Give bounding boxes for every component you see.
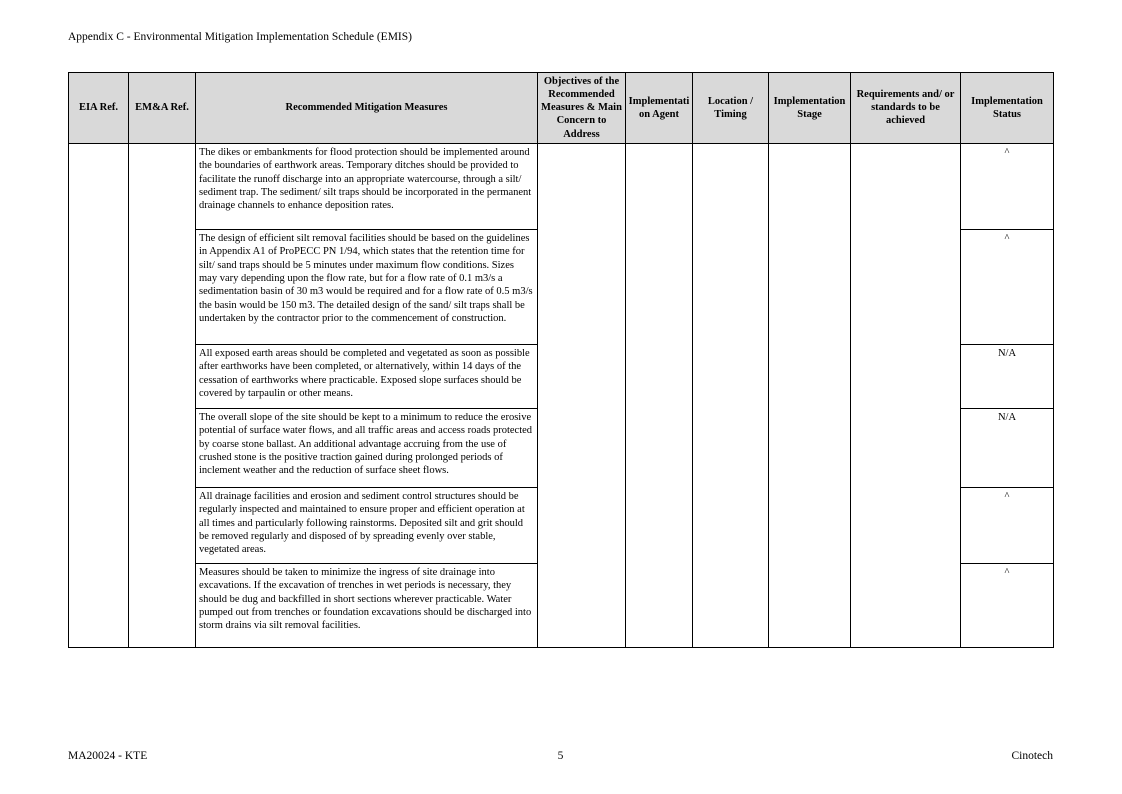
status-cell: ^ (961, 229, 1054, 344)
footer-project-ref: MA20024 - KTE (68, 750, 148, 762)
implementation-agent-cell (626, 143, 693, 647)
status-cell: N/A (961, 344, 1054, 408)
col-header-objectives: Objectives of the Recommended Measures & Main Concern to Address (538, 73, 626, 144)
table-row (69, 143, 1054, 229)
col-header-eia-ref: EIA Ref. (69, 73, 129, 144)
status-cell: ^ (961, 143, 1054, 229)
measure-cell: All exposed earth areas should be completed and vegetated as soon as possible after earthworks have been completed, or alternatively, within 14 days of the cessation of earthworks where practicable. Exposed slope surfaces should be covered by tarpaulin or other means. (196, 344, 538, 408)
col-header-ema-ref: EM&A Ref. (129, 73, 196, 144)
measure-cell: Measures should be taken to minimize the ingress of site drainage into excavations. If the excavation of trenches in wet periods is necessary, they should be dug and backfilled in short sections wherever practicable. Water pumped out from trenches or foundation excavations should be discharged into storm drains via silt removal facilities. (196, 563, 538, 647)
page-title: Appendix C - Environmental Mitigation Implementation Schedule (EMIS) (68, 31, 412, 43)
footer-company: Cinotech (1011, 750, 1053, 762)
col-header-implementation-stage: Implementation Stage (769, 73, 851, 144)
page-number: 5 (557, 750, 564, 762)
measure-cell: All drainage facilities and erosion and sediment control structures should be regularly inspected and maintained to ensure proper and efficient operation at all times and particularly following rainstorms. Deposited silt and grit should be removed regularly and disposed of by spreading evenly over stable, vegetated areas. (196, 487, 538, 563)
measure-cell: The dikes or embankments for flood protection should be implemented around the boundaries of earthwork areas. Temporary ditches should be provided to facilitate the runoff discharge into an appropriate watercourse, through a silt/ sediment trap. The sediment/ silt traps should be incorporated in the permanent drainage channels to enhance deposition rates. (196, 143, 538, 229)
status-cell: ^ (961, 563, 1054, 647)
col-header-implementation-status: Implementation Status (961, 73, 1054, 144)
col-header-implementation-agent: Implementati on Agent (626, 73, 693, 144)
eia-ref-cell (69, 143, 129, 647)
table-header (69, 73, 1054, 144)
col-header-mitigation-measures: Recommended Mitigation Measures (196, 73, 538, 144)
measure-cell: The overall slope of the site should be kept to a minimum to reduce the erosive potential of surface water flows, and all traffic areas and access roads protected by coarse stone ballast. An additional advantage accruing from the use of crushed stone is the positive traction gained during prolonged periods of inclement weather and the reduction of surface sheet flows. (196, 408, 538, 487)
ema-ref-cell (129, 143, 196, 647)
objectives-cell (538, 143, 626, 647)
table-body (69, 143, 1054, 647)
emis-table (68, 72, 1054, 648)
implementation-stage-cell (769, 143, 851, 647)
status-cell: ^ (961, 487, 1054, 563)
col-header-requirements: Requirements and/ or standards to be achieved (851, 73, 961, 144)
col-header-location-timing: Location / Timing (693, 73, 769, 144)
status-cell: N/A (961, 408, 1054, 487)
measure-cell: The design of efficient silt removal facilities should be based on the guidelines in Appendix A1 of ProPECC PN 1/94, which states that the retention time for silt/ sand traps should be 5 minutes under maximum flow conditions. Sizes may vary depending upon the flow rate, but for a flow rate of 0.1 m3/s a sedimentation basin of 30 m3 would be required and for a flow rate of 0.5 m3/s the basin would be 150 m3. The detailed design of the sand/ silt traps shall be undertaken by the contractor prior to the commencement of construction. (196, 229, 538, 344)
location-timing-cell (693, 143, 769, 647)
requirements-cell (851, 143, 961, 647)
